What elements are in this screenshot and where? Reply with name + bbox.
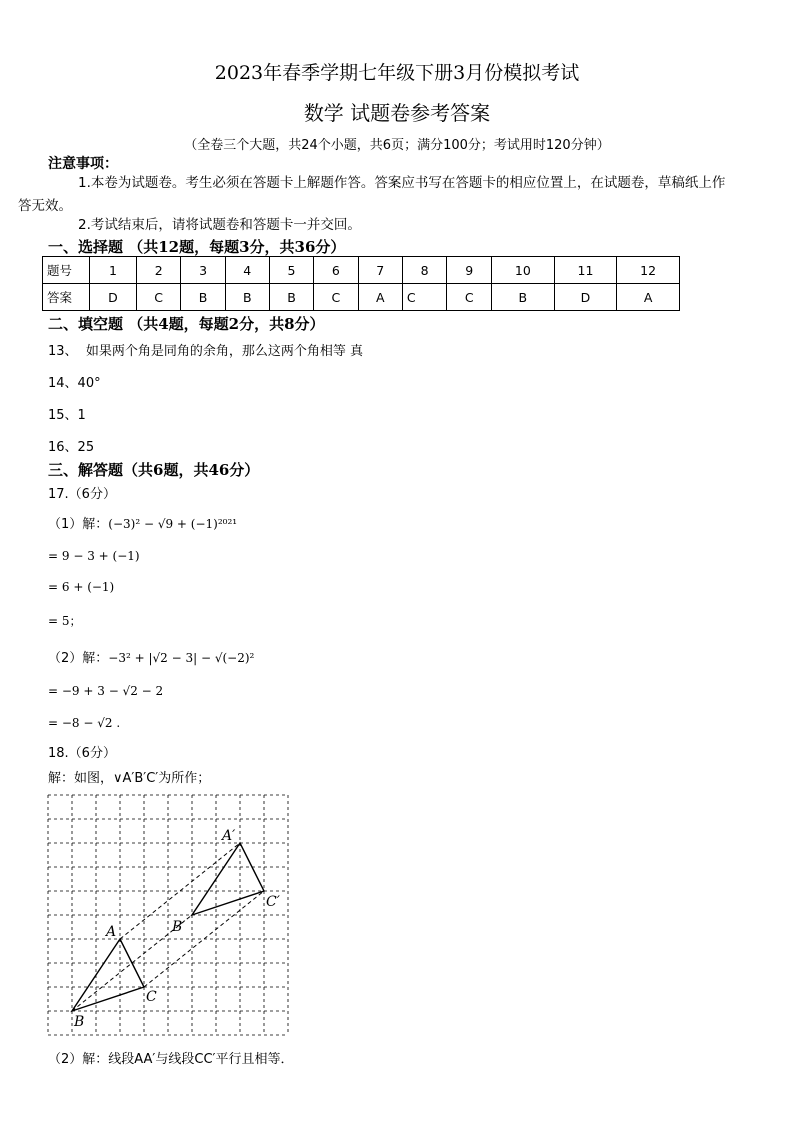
table-cell: B — [492, 284, 555, 311]
table-cell: 1 — [90, 257, 137, 284]
notice-item-2: 2.考试结束后，请将试题卷和答题卡一并交回。 — [78, 217, 361, 233]
table-cell: C — [447, 284, 492, 311]
point-label-a: A — [106, 924, 117, 940]
q17-part1-step: = 9 − 3 + (−1) — [48, 549, 140, 563]
triangle-abc — [72, 939, 144, 1011]
table-cell: 4 — [225, 257, 269, 284]
table-row-answers — [43, 284, 680, 311]
section-1-heading: 一、选择题 （共12题，每题3分，共36分） — [48, 238, 346, 256]
fill-item-15: 15、1 — [48, 408, 86, 423]
q17-part2-step: = −9 + 3 − √2 − 2 — [48, 684, 164, 698]
row-label: 答案 — [43, 284, 90, 311]
table-cell: 5 — [269, 257, 313, 284]
fill-item-14: 14、40° — [48, 376, 101, 391]
q17-part2-step: = −8 − √2 . — [48, 716, 121, 730]
section-2-heading: 二、填空题 （共4题，每题2分，共8分） — [48, 315, 325, 333]
table-cell: 12 — [617, 257, 680, 284]
answer-table — [42, 256, 680, 311]
section-3-heading: 三、解答题（共6题，共46分） — [48, 461, 260, 479]
q17-part1-step: = 5； — [48, 614, 82, 628]
table-cell: 9 — [447, 257, 492, 284]
fill-item-13: 13、 如果两个角是同角的余角，那么这两个角相等 真 — [48, 344, 363, 359]
exam-info: （全卷三个大题，共24个小题，共6页；满分100分；考试用时120分钟） — [184, 138, 610, 153]
table-cell: D — [90, 284, 137, 311]
row-label: 题号 — [43, 257, 90, 284]
answer-key-title: 数学 试题卷参考答案 — [303, 101, 491, 125]
point-label-c-prime: C′ — [266, 894, 280, 910]
translation-grid-figure — [40, 790, 300, 1040]
table-cell: 2 — [136, 257, 181, 284]
exam-title: 2023年春季学期七年级下册3月份模拟考试 — [214, 62, 580, 84]
q17-part1-expression: (−3)² − √9 + (−1)²⁰²¹ — [108, 517, 238, 531]
table-cell: C — [136, 284, 181, 311]
table-cell: B — [225, 284, 269, 311]
table-cell: C — [402, 284, 447, 311]
q18-answer-line: 解：如图，∨A′B′C′为所作； — [48, 771, 211, 786]
q17-part1: （1）解：(−3)² − √9 + (−1)²⁰²¹ — [48, 517, 238, 532]
q17-part2-expression: −3² + |√2 − 3| − √(−2)² — [108, 651, 255, 665]
fill-item-16: 16、25 — [48, 440, 95, 455]
q17-part2: （2）解：−3² + |√2 − 3| − √(−2)² — [48, 651, 255, 666]
table-cell: 3 — [181, 257, 225, 284]
point-label-b: B — [74, 1014, 85, 1030]
triangle-a1b1c1 — [192, 843, 264, 915]
table-cell: B — [269, 284, 313, 311]
q18-part2-answer: （2）解：线段AA′与线段CC′平行且相等． — [48, 1052, 294, 1067]
q17-part1-step: = 6 + (−1) — [48, 580, 115, 594]
table-row-numbers — [43, 257, 680, 284]
grid-lines — [48, 795, 288, 1035]
table-cell: A — [358, 284, 402, 311]
table-cell: 8 — [402, 257, 447, 284]
point-label-a-prime: A′ — [222, 828, 236, 844]
table-cell: 7 — [358, 257, 402, 284]
table-cell: C — [314, 284, 359, 311]
table-cell: 11 — [554, 257, 617, 284]
q17-label: 17.（6分） — [48, 487, 116, 502]
table-cell: 6 — [314, 257, 359, 284]
notice-heading: 注意事项： — [48, 156, 118, 172]
table-cell: D — [554, 284, 617, 311]
table-cell: B — [181, 284, 225, 311]
point-label-c: C — [146, 989, 157, 1005]
q18-label: 18.（6分） — [48, 746, 116, 761]
notice-item-1: 1.本卷为试题卷。考生必须在答题卡上解题作答。答案应书写在答题卡的相应位置上，在试题卷，草稿纸上作 答无效。 — [18, 175, 726, 214]
table-cell: A — [617, 284, 680, 311]
table-cell: 10 — [492, 257, 555, 284]
point-label-b-prime: B′ — [172, 919, 186, 935]
